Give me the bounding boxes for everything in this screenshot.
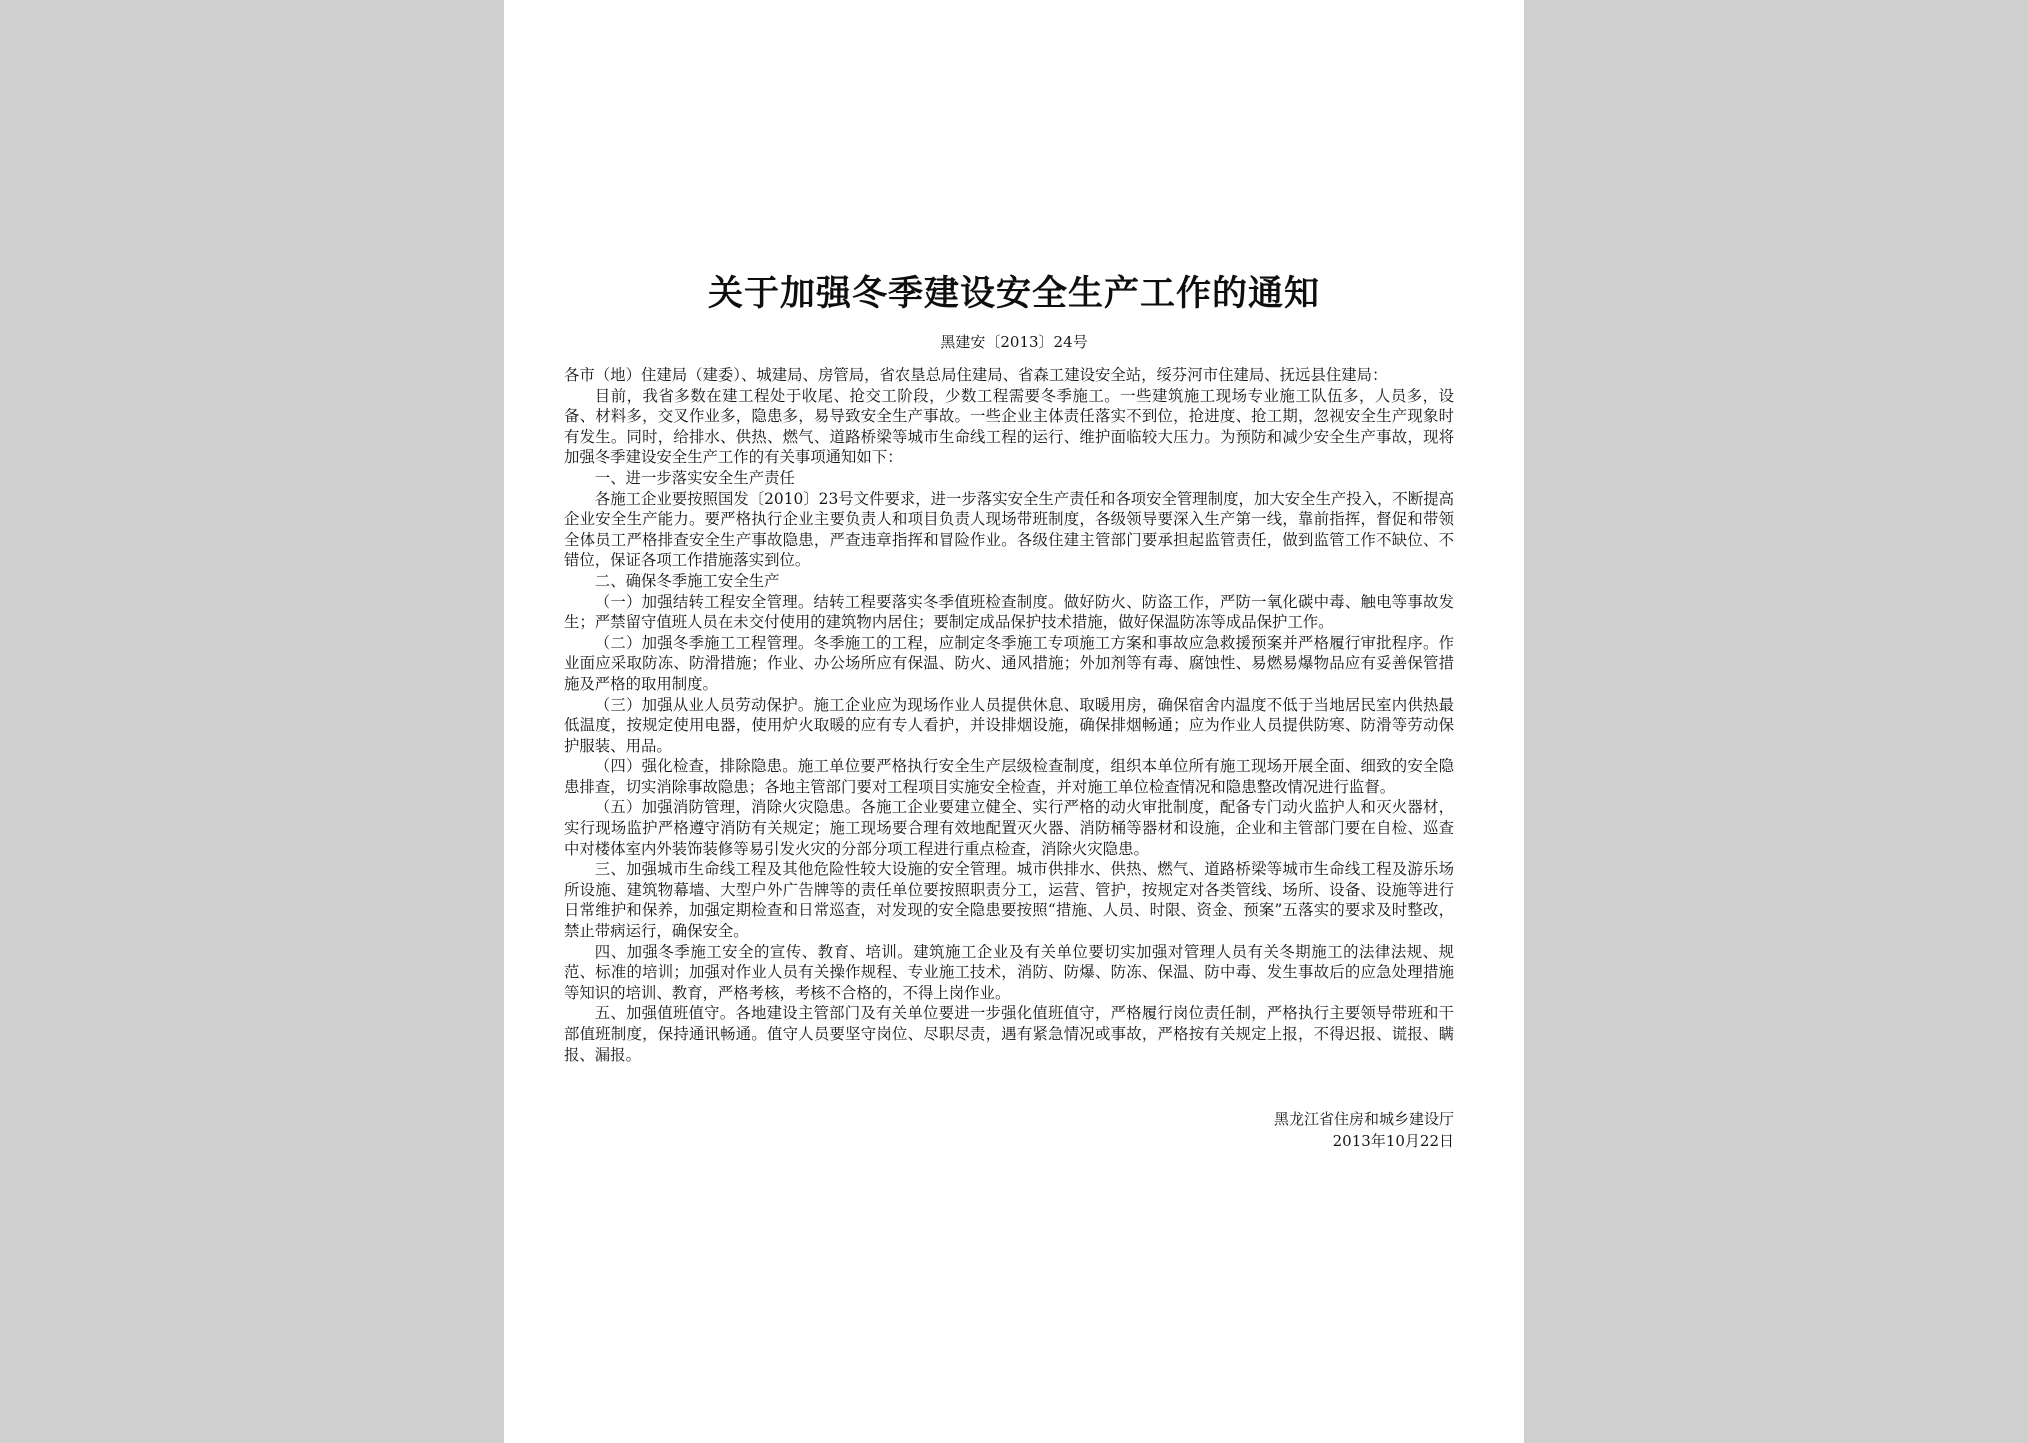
document-number: 黑建安〔2013〕24号 [940, 333, 1088, 351]
addressee-paragraph: 各市（地）住建局（建委）、城建局、房管局，省农垦总局住建局、省森工建设安全站，绥芬河市住建局、抚远县住建局： [564, 366, 1388, 384]
body-paragraph: 五、加强值班值守。各地建设主管部门及有关单位要进一步强化值班值守，严格履行岗位责任制，严格执行主要领导带班和干部值班制度，保持通讯畅通。值守人员要坚守岗位、尽职尽责，遇有紧急情况或事故，严格按有关规定上报，不得迟报、谎报、瞒报、漏报。 [564, 1004, 1454, 1064]
body-paragraph: 三、加强城市生命线工程及其他危险性较大设施的安全管理。城市供排水、供热、燃气、道路桥梁等城市生命线工程及游乐场所设施、建筑物幕墙、大型户外广告牌等的责任单位要按照职责分工，运营、管护，按规定对各类管线、场所、设备、设施等进行日常维护和保养，加强定期检查和日常巡查，对发现的安全隐患要按照“措施、人员、时限、资金、预案”五落实的要求及时整改，禁止带病运行，确保安全。 [564, 860, 1454, 941]
body-paragraph: （五）加强消防管理，消除火灾隐患。各施工企业要建立健全、实行严格的动火审批制度，配备专门动火监护人和灭火器材，实行现场监护严格遵守消防有关规定；施工现场要合理有效地配置灭火器、消防桶等器材和设施，企业和主管部门要在自检、巡查中对楼体室内外装饰装修等易引发火灾的分部分项工程进行重点检查，消除火灾隐患。 [564, 798, 1454, 858]
issue-date: 2013年10月22日 [1332, 1132, 1454, 1150]
signature-block [1274, 1108, 1454, 1152]
body-paragraph: （四）强化检查，排除隐患。施工单位要严格执行安全生产层级检查制度，组织本单位所有施工现场开展全面、细致的安全隐患排查，切实消除事故隐患；各地主管部门要对工程项目实施安全检查，并对施工单位检查情况和隐患整改情况进行监督。 [564, 757, 1454, 796]
body-paragraph: 各施工企业要按照国发〔2010〕23号文件要求，进一步落实安全生产责任和各项安全管理制度，加大安全生产投入，不断提高企业安全生产能力。要严格执行企业主要负责人和项目负责人现场带班制度，各级领导要深入生产第一线，靠前指挥，督促和带领全体员工严格排查安全生产事故隐患，严查违章指挥和冒险作业。各级住建主管部门要承担起监管责任，做到监管工作不缺位、不错位，保证各项工作措施落实到位。 [564, 489, 1454, 570]
section-heading: 一、进一步落实安全生产责任 [594, 468, 795, 487]
document-body [564, 365, 1454, 1065]
section-heading: 二、确保冬季施工安全生产 [594, 571, 780, 590]
body-paragraph: （三）加强从业人员劳动保护。施工企业应为现场作业人员提供休息、取暖用房，确保宿舍内温度不低于当地居民室内供热最低温度，按规定使用电器，使用炉火取暖的应有专人看护，并设排烟设施，确保排烟畅通；应为作业人员提供防寒、防滑等劳动保护服装、用品。 [564, 695, 1454, 755]
document-title: 关于加强冬季建设安全生产工作的通知 [707, 273, 1320, 314]
document-page [504, 0, 1524, 1443]
issuer-name: 黑龙江省住房和城乡建设厅 [1273, 1110, 1454, 1128]
body-paragraph: （二）加强冬季施工工程管理。冬季施工的工程，应制定冬季施工专项施工方案和事故应急救援预案并严格履行审批程序。作业面应采取防冻、防滑措施；作业、办公场所应有保温、防火、通风措施；外加剂等有毒、腐蚀性、易燃易爆物品应有妥善保管措施及严格的取用制度。 [564, 633, 1454, 693]
body-paragraph: 目前，我省多数在建工程处于收尾、抢交工阶段，少数工程需要冬季施工。一些建筑施工现场专业施工队伍多，人员多，设备、材料多，交叉作业多，隐患多，易导致安全生产事故。一些企业主体责任落实不到位，抢进度、抢工期，忽视安全生产现象时有发生。同时，给排水、供热、燃气、道路桥梁等城市生命线工程的运行、维护面临较大压力。为预防和减少安全生产事故，现将加强冬季建设安全生产工作的有关事项通知如下： [564, 386, 1454, 467]
body-paragraph: 四、加强冬季施工安全的宣传、教育、培训。建筑施工企业及有关单位要切实加强对管理人员有关冬期施工的法律法规、规范、标准的培训；加强对作业人员有关操作规程、专业施工技术，消防、防爆、防冻、保温、防中毒、发生事故后的应急处理措施等知识的培训、教育，严格考核，考核不合格的，不得上岗作业。 [564, 942, 1454, 1002]
body-paragraph: （一）加强结转工程安全管理。结转工程要落实冬季值班检查制度。做好防火、防盗工作，严防一氧化碳中毒、触电等事故发生；严禁留守值班人员在未交付使用的建筑物内居住；要制定成品保护技术措施，做好保温防冻等成品保护工作。 [564, 592, 1454, 632]
